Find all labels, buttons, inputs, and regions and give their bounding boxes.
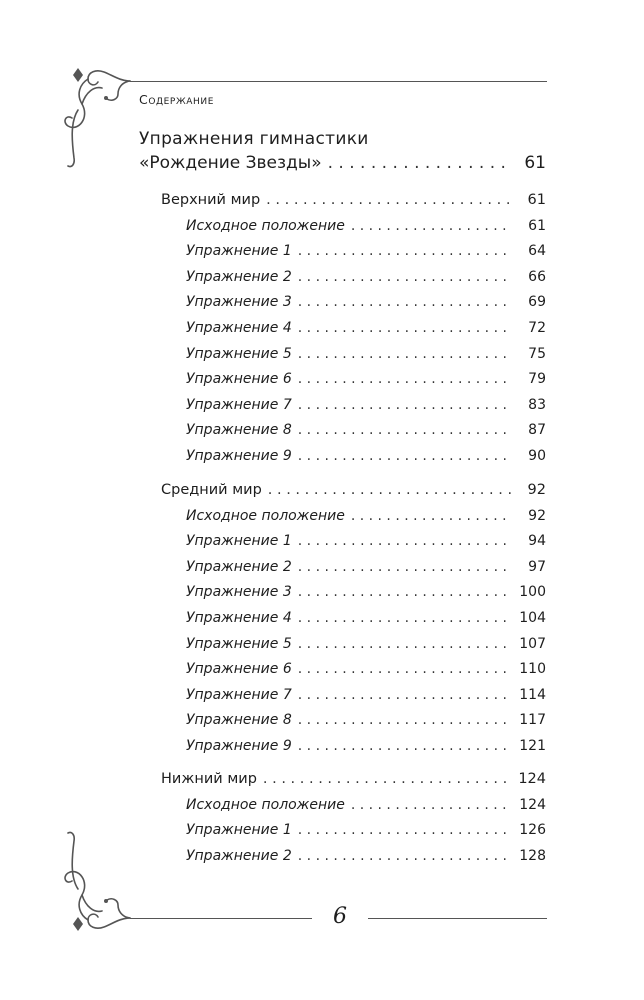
toc-item-entry (186, 661, 546, 683)
toc-entry-page: 83 (528, 396, 546, 413)
bottom-rule-left (130, 918, 312, 919)
dot-leader (298, 822, 512, 838)
dot-leader (298, 636, 512, 652)
dot-leader (328, 153, 512, 173)
dot-leader (298, 559, 512, 575)
corner-flourish-bottom-icon (60, 828, 136, 938)
toc-item-entry (186, 346, 546, 368)
toc-entry-page: 110 (519, 661, 546, 678)
toc-entry-page: 100 (519, 584, 546, 601)
toc-entry-label: Упражнение 7 (186, 686, 292, 703)
toc-entry-page: 107 (519, 635, 546, 652)
toc-entry-page: 124 (519, 796, 546, 813)
toc-item-entry (186, 508, 546, 530)
toc-entry-label: Упражнение 8 (186, 422, 292, 439)
toc-item-entry (186, 738, 546, 760)
toc-item-entry (186, 397, 546, 419)
toc-item-entry (186, 822, 546, 844)
toc-entry-page: 92 (528, 507, 546, 524)
toc-entry-page: 79 (528, 371, 546, 388)
toc-entry-page: 128 (519, 847, 546, 864)
bottom-rule-right (368, 918, 547, 919)
toc-item-entry (186, 218, 546, 240)
toc-title-entry-label: «Рождение Звезды» (139, 153, 322, 173)
dot-leader (298, 397, 512, 413)
toc-entry-label: Упражнение 4 (186, 610, 292, 626)
toc-entry-page: 114 (519, 686, 546, 703)
dot-leader (298, 243, 512, 259)
toc-item-entry (186, 848, 546, 870)
toc-item-entry (186, 320, 546, 342)
toc-entry-label: Исходное положение (186, 796, 345, 813)
top-rule (130, 81, 547, 82)
toc-item-entry (186, 584, 546, 606)
toc-entry-page: 64 (528, 243, 546, 260)
running-head: Содержание (139, 92, 214, 107)
toc-entry-label: Верхний мир (161, 192, 261, 208)
dot-leader (263, 771, 512, 787)
toc-item-entry (186, 797, 546, 819)
dot-leader (298, 687, 512, 703)
toc-section-entry (161, 192, 546, 214)
toc-entry-label: Упражнение 1 (186, 822, 292, 839)
toc-item-entry (186, 448, 546, 470)
toc-entry-page: 97 (528, 558, 546, 575)
dot-leader (351, 797, 512, 813)
dot-leader (351, 508, 512, 524)
toc-entry-label: Упражнение 3 (186, 294, 292, 311)
dot-leader (298, 346, 512, 362)
toc-entry-page: 94 (528, 533, 546, 550)
dot-leader (298, 294, 512, 310)
dot-leader (298, 738, 512, 754)
page-number: 6 (333, 904, 347, 929)
toc-entry-label: Упражнение 1 (186, 243, 292, 260)
toc-entry-page: 75 (528, 345, 546, 362)
toc-entry-label: Нижний мир (161, 771, 257, 787)
dot-leader (298, 610, 512, 626)
toc-entry-page: 90 (528, 448, 546, 464)
dot-leader (298, 422, 512, 438)
toc-section-entry (161, 771, 546, 793)
toc-title-entry (139, 153, 546, 175)
dot-leader (266, 192, 512, 208)
toc-entry-page: 117 (519, 712, 546, 729)
toc-entry-page: 126 (519, 822, 546, 839)
toc-entry-label: Исходное положение (186, 507, 345, 524)
toc-entry-page: 124 (518, 771, 546, 787)
toc-item-entry (186, 269, 546, 291)
dot-leader (298, 661, 512, 677)
toc-entry-page: 61 (528, 217, 546, 234)
dot-leader (298, 848, 512, 864)
toc-entry-page: 92 (527, 482, 546, 498)
toc-entry-label: Исходное положение (186, 217, 345, 234)
toc-entry-page: 104 (519, 610, 546, 626)
toc-item-entry (186, 559, 546, 581)
toc-entry-label: Упражнение 4 (186, 320, 292, 336)
toc-entry-label: Упражнение 5 (186, 635, 292, 652)
toc-entry-page: 66 (528, 268, 546, 285)
toc-entry-label: Упражнение 2 (186, 847, 292, 864)
toc-entry-label: Упражнение 9 (186, 738, 292, 754)
toc-item-entry (186, 687, 546, 709)
toc-entry-label: Упражнение 8 (186, 712, 292, 729)
toc-item-entry (186, 243, 546, 265)
toc-title-line: Упражнения гимнастики (139, 129, 369, 149)
toc-entry-label: Упражнение 1 (186, 533, 292, 550)
toc-item-entry (186, 636, 546, 658)
toc-entry-label: Упражнение 3 (186, 584, 292, 601)
toc-item-entry (186, 533, 546, 555)
toc-item-entry (186, 371, 546, 393)
toc-section-entry (161, 482, 546, 504)
toc-entry-page: 61 (527, 192, 546, 208)
dot-leader (268, 482, 512, 498)
toc-entry-label: Упражнение 6 (186, 371, 292, 388)
toc-entry-label: Упражнение 2 (186, 268, 292, 285)
toc-entry-label: Упражнение 9 (186, 448, 292, 464)
toc-entry-page: 121 (519, 738, 546, 754)
corner-flourish-top-icon (60, 62, 136, 172)
toc-item-entry (186, 422, 546, 444)
dot-leader (298, 533, 512, 549)
toc-entry-page: 87 (528, 422, 546, 439)
toc-title-entry-page: 61 (524, 153, 546, 173)
toc-entry-label: Упражнение 5 (186, 345, 292, 362)
toc-entry-label: Упражнение 6 (186, 661, 292, 678)
toc-entry-page: 72 (528, 320, 546, 336)
dot-leader (298, 712, 512, 728)
toc-item-entry (186, 712, 546, 734)
toc-entry-page: 69 (528, 294, 546, 311)
toc-item-entry (186, 294, 546, 316)
toc-entry-label: Средний мир (161, 482, 262, 498)
dot-leader (298, 584, 512, 600)
toc-entry-label: Упражнение 7 (186, 396, 292, 413)
dot-leader (298, 269, 512, 285)
dot-leader (298, 320, 512, 336)
toc-item-entry (186, 610, 546, 632)
dot-leader (351, 218, 512, 234)
toc-entry-label: Упражнение 2 (186, 558, 292, 575)
dot-leader (298, 448, 512, 464)
dot-leader (298, 371, 512, 387)
